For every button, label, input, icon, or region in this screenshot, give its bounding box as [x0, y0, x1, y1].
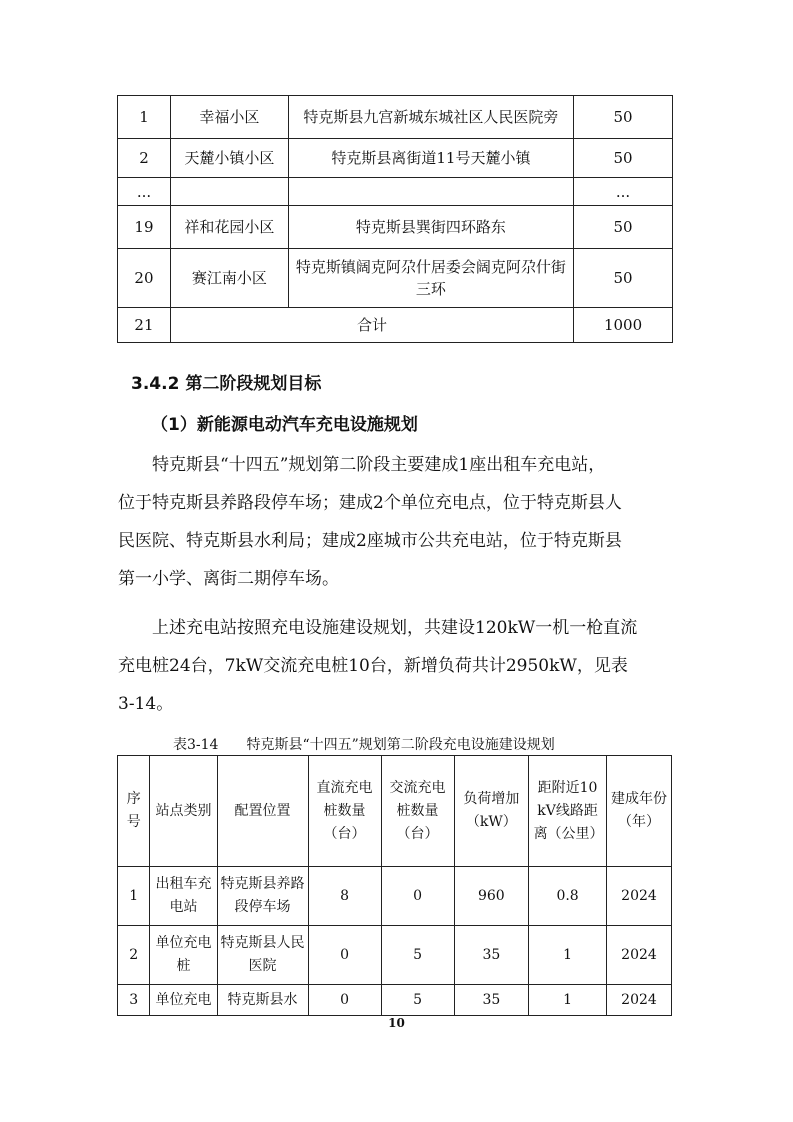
cell-location: 特克斯县水 — [217, 985, 308, 1016]
table-row — [118, 249, 673, 308]
cell-location — [217, 867, 308, 926]
cell-value: 50 — [574, 96, 673, 139]
header-location: 配置位置 — [217, 756, 308, 867]
cell-type: 单位充电 — [150, 985, 217, 1016]
cell-location — [217, 926, 308, 985]
paragraph-line: 第一小学、离街二期停车场。 — [118, 569, 339, 589]
cell-ac: 5 — [381, 926, 454, 985]
cell-year: 2024 — [606, 985, 671, 1016]
phase2-charging-plan-table — [117, 755, 672, 1016]
table-caption-title: 特克斯县“十四五”规划第二阶段充电设施建设规划 — [246, 737, 555, 753]
sub-heading: （1）新能源电动汽车充电设施规划 — [151, 415, 418, 435]
cell-type — [150, 926, 217, 985]
cell-load: 35 — [454, 985, 529, 1016]
cell-year: 2024 — [606, 867, 671, 926]
paragraph-phase2-summary — [118, 446, 678, 598]
cell-no: 21 — [118, 308, 171, 343]
cell-ac: 5 — [381, 985, 454, 1016]
table-caption-number: 表3-14 — [173, 737, 219, 753]
header-no: 序号 — [118, 756, 150, 867]
header-distance — [529, 756, 607, 867]
header-distance-text: 距附近10kV线路距离（公里） — [533, 779, 604, 842]
paragraph-line: 上述充电站按照充电设施建设规划，共建设120kW一机一枪直流 — [152, 618, 638, 638]
cell-no: 1 — [118, 867, 150, 926]
cell-distance: 0.8 — [529, 867, 607, 926]
cell-type — [150, 867, 217, 926]
table-header-row — [118, 756, 672, 867]
cell-name — [170, 178, 288, 206]
table-row — [118, 96, 673, 139]
cell-no: 3 — [118, 985, 150, 1016]
cell-year: 2024 — [606, 926, 671, 985]
header-dc — [308, 756, 381, 867]
cell-location-text: 特克斯县人民医院 — [220, 935, 305, 974]
paragraph-line: 特克斯县“十四五”规划第二阶段主要建成1座出租车充电站， — [152, 455, 606, 475]
cell-location-text: 特克斯县养路段停车场 — [220, 876, 305, 915]
cell-type-text: 单位充电桩 — [155, 935, 212, 974]
cell-load: 960 — [454, 867, 529, 926]
cell-no: 2 — [118, 139, 171, 178]
table-row — [118, 206, 673, 249]
table-row — [118, 178, 673, 206]
cell-location: 特克斯县九宫新城东城社区人民医院旁 — [288, 96, 573, 139]
cell-value: 50 — [574, 249, 673, 308]
table-caption — [173, 734, 555, 754]
paragraph-line: 民医院、特克斯县水利局；建成2座城市公共充电站，位于特克斯县 — [118, 531, 622, 551]
cell-name: 天麓小镇小区 — [170, 139, 288, 178]
cell-value: ... — [574, 178, 673, 206]
cell-location: 特克斯县离街道11号天麓小镇 — [288, 139, 573, 178]
table-total-row — [118, 308, 673, 343]
header-year-text: 建成年份（年） — [610, 791, 667, 830]
header-ac — [381, 756, 454, 867]
cell-name: 幸福小区 — [170, 96, 288, 139]
header-year — [606, 756, 671, 867]
cell-distance: 1 — [529, 985, 607, 1016]
cell-location — [288, 178, 573, 206]
cell-total-value: 1000 — [574, 308, 673, 343]
paragraph-line: 充电桩24台，7kW交流充电桩10台，新增负荷共计2950kW，见表 — [118, 656, 628, 676]
cell-load: 35 — [454, 926, 529, 985]
table-row — [118, 985, 672, 1016]
cell-no: 1 — [118, 96, 171, 139]
cell-distance: 1 — [529, 926, 607, 985]
cell-location: 特克斯县巽街四环路东 — [288, 206, 573, 249]
table-row — [118, 139, 673, 178]
paragraph-line: 3-14。 — [118, 694, 174, 714]
table-row — [118, 926, 672, 985]
cell-value: 50 — [574, 139, 673, 178]
cell-dc: 0 — [308, 926, 381, 985]
page-number: 10 — [388, 1016, 405, 1030]
paragraph-construction-scale — [118, 609, 678, 723]
cell-no: 20 — [118, 249, 171, 308]
cell-no: 19 — [118, 206, 171, 249]
cell-dc: 0 — [308, 985, 381, 1016]
table-row — [118, 867, 672, 926]
header-dc-text: 直流充电桩数量（台） — [316, 779, 373, 842]
cell-value: 50 — [574, 206, 673, 249]
cell-type-text: 出租车充电站 — [155, 876, 212, 915]
header-type: 站点类别 — [150, 756, 217, 867]
charging-sites-table-continued — [117, 95, 673, 343]
cell-no: ... — [118, 178, 171, 206]
header-load-text: 负荷增加（kW） — [463, 791, 520, 830]
paragraph-line: 位于特克斯县养路段停车场；建成2个单位充电点，位于特克斯县人 — [118, 493, 622, 513]
cell-location: 特克斯镇阔克阿尕什居委会阔克阿尕什街三环 — [288, 249, 573, 308]
cell-ac: 0 — [381, 867, 454, 926]
cell-total-label: 合计 — [170, 308, 573, 343]
cell-no: 2 — [118, 926, 150, 985]
cell-name: 祥和花园小区 — [170, 206, 288, 249]
cell-name: 赛江南小区 — [170, 249, 288, 308]
section-heading: 3.4.2 第二阶段规划目标 — [131, 374, 322, 394]
cell-dc: 8 — [308, 867, 381, 926]
header-ac-text: 交流充电桩数量（台） — [389, 779, 446, 842]
header-load — [454, 756, 529, 867]
